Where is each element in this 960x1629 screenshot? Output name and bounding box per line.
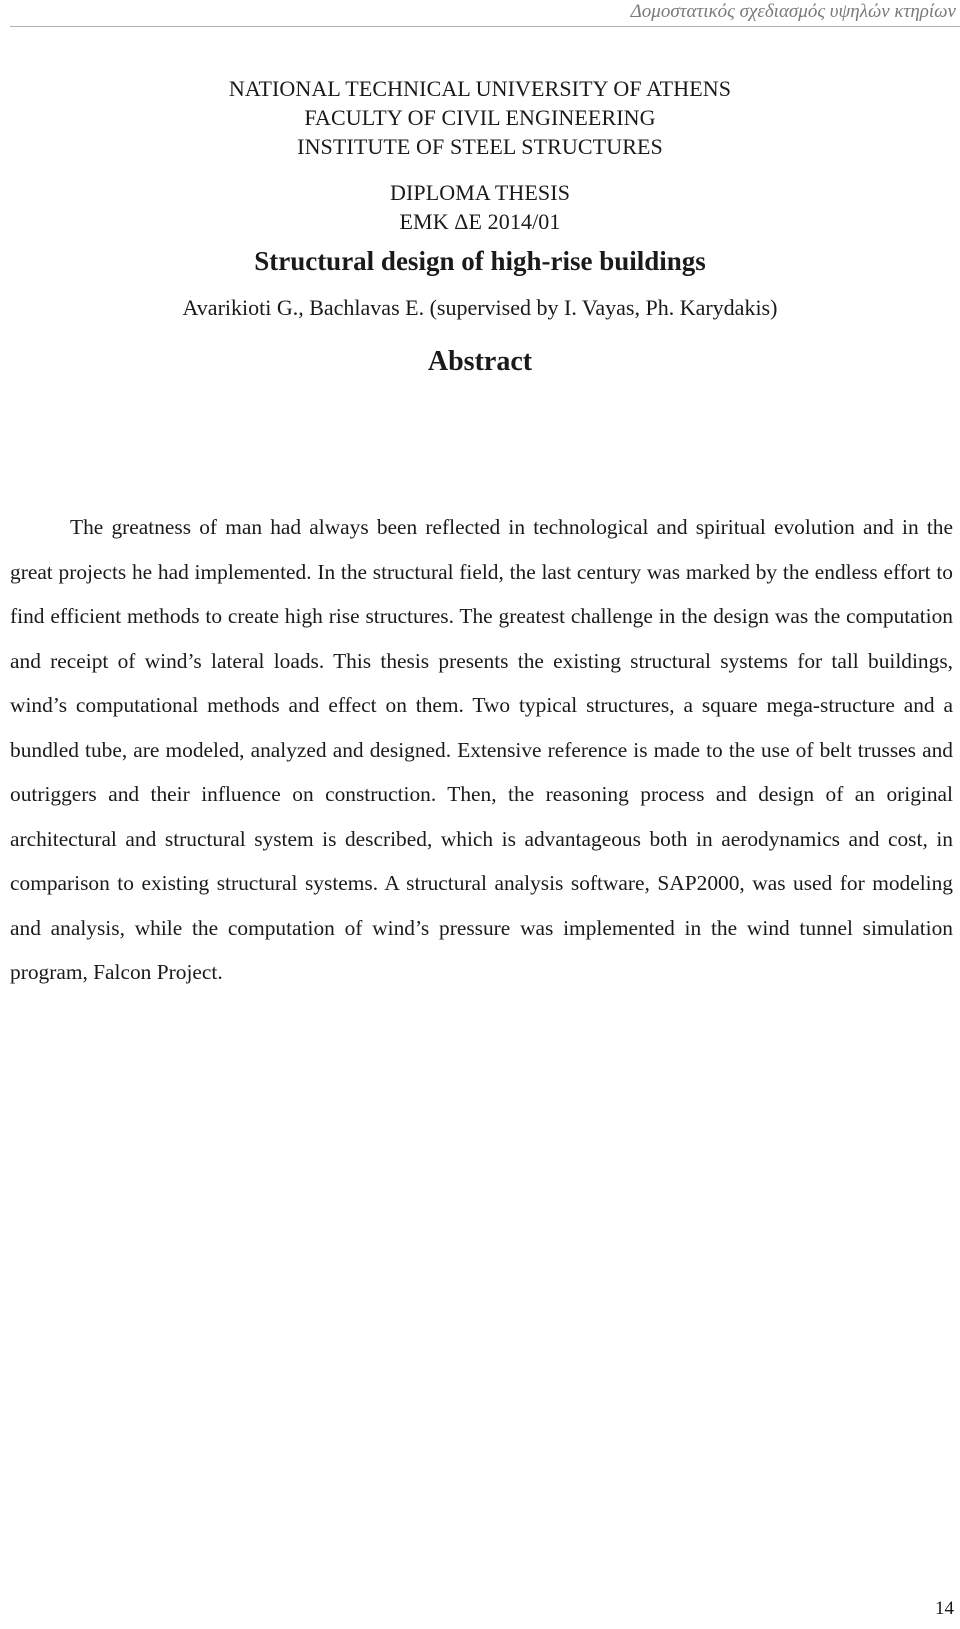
thesis-title: Structural design of high-rise buildings <box>254 246 706 276</box>
header-divider <box>10 26 960 27</box>
running-header-title: Δομοστατικός σχεδιασμός υψηλών κτηρίων <box>630 1 956 22</box>
thesis-type: DIPLOMA THESIS <box>389 180 571 205</box>
institute-name: INSTITUTE OF STEEL STRUCTURES <box>297 134 663 159</box>
thesis-info <box>0 178 960 236</box>
abstract-body: The greatness of man had always been reflected in technological and spiritual evolution and in the great projects he had implemented. In the structural field, the last century was marked by the endless effort to find efficient methods to create high rise structures. The greatest challenge in the design was the computation and receipt of wind’s lateral loads. This thesis presents the existing structural systems for tall buildings, wind’s computational methods and effect on them. Two typical structures, a square mega-structure and a bundled tube, are modeled, analyzed and designed. Extensive reference is made to the use of belt trusses and outriggers and their influence on construction. Then, the reasoning process and design of an original architectural and structural system is described, which is advantageous both in aerodynamics and cost, in comparison to existing structural systems. A structural analysis software, SAP2000, was used for modeling and analysis, while the computation of wind’s pressure was implemented in the wind tunnel simulation program, Falcon Project. <box>10 515 953 984</box>
authors-line: Avarikioti G., Bachlavas E. (supervised by I. Vayas, Ph. Karydakis) <box>182 295 778 320</box>
faculty-name: FACULTY OF CIVIL ENGINEERING <box>304 105 656 130</box>
university-name: NATIONAL TECHNICAL UNIVERSITY OF ATHENS <box>228 76 732 101</box>
title-block <box>0 74 960 379</box>
thesis-code: EMK ΔE 2014/01 <box>399 209 561 234</box>
abstract-heading: Abstract <box>427 346 533 377</box>
page-number: 14 <box>935 1598 954 1619</box>
